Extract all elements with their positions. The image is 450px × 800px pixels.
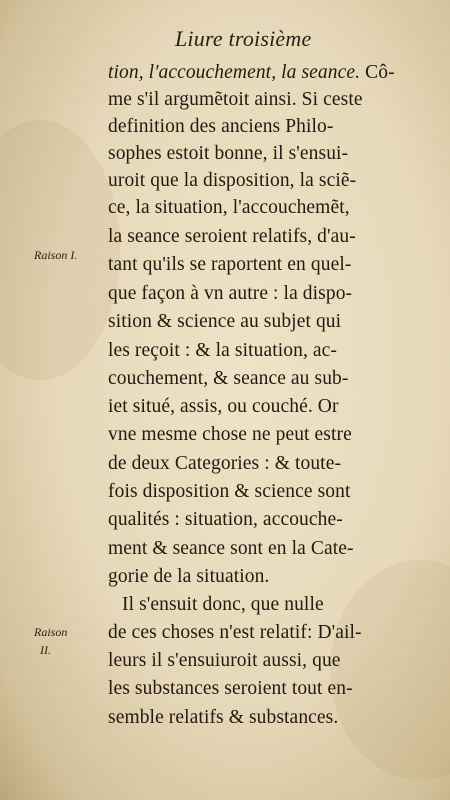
text-line: definition des anciens Philo- <box>108 116 334 137</box>
text-line: sition & science au subjet qui <box>108 311 342 332</box>
text-line: vne mesme chose ne peut estre <box>108 424 352 445</box>
text-line: gorie de la situation. <box>108 566 270 587</box>
text-line: ce, la situation, l'accouchemẽt, <box>108 197 350 218</box>
text-line: couchement, & seance au sub- <box>108 368 349 389</box>
text-line: qualités : situation, accouche- <box>108 509 343 530</box>
line-continuation: Cô- <box>365 62 395 83</box>
margin-note-raison-2: Raison <box>34 625 68 639</box>
text-line: ment & seance sont en la Cate- <box>108 538 354 559</box>
text-line: la seance seroient relatifs, d'au- <box>108 226 356 247</box>
text-line: de deux Categories : & toute- <box>108 453 342 474</box>
running-head: Liure troisième <box>175 26 312 51</box>
text-line: fois disposition & science sont <box>108 481 351 502</box>
text-line: semble relatifs & substances. <box>108 707 339 728</box>
text-line: me s'il argumẽtoit ainsi. Si ceste <box>108 89 363 110</box>
text-line: iet situé, assis, ou couché. Or <box>108 396 339 417</box>
text-line: que façon à vn autre : la dispo- <box>108 283 353 304</box>
text-line: les substances seroient tout en- <box>108 678 353 699</box>
text-line <box>108 62 395 84</box>
paper-stain <box>330 560 450 780</box>
text-line: sophes estoit bonne, il s'ensui- <box>108 143 349 164</box>
margin-note-raison-1: Raison I. <box>34 248 78 262</box>
text-line: uroit que la disposition, la sciẽ- <box>108 170 357 191</box>
text-line: les reçoit : & la situation, ac- <box>108 340 338 361</box>
italic-phrase: tion, l'accouchement, la seance. <box>108 62 361 83</box>
text-line: Il s'ensuit donc, que nulle <box>122 594 324 615</box>
text-line: leurs il s'ensuiuroit aussi, que <box>108 650 341 671</box>
margin-note-raison-2-number: II. <box>40 643 51 657</box>
text-line: de ces choses n'est relatif: D'ail- <box>108 622 362 643</box>
text-line: tant qu'ils se raportent en quel- <box>108 254 352 275</box>
